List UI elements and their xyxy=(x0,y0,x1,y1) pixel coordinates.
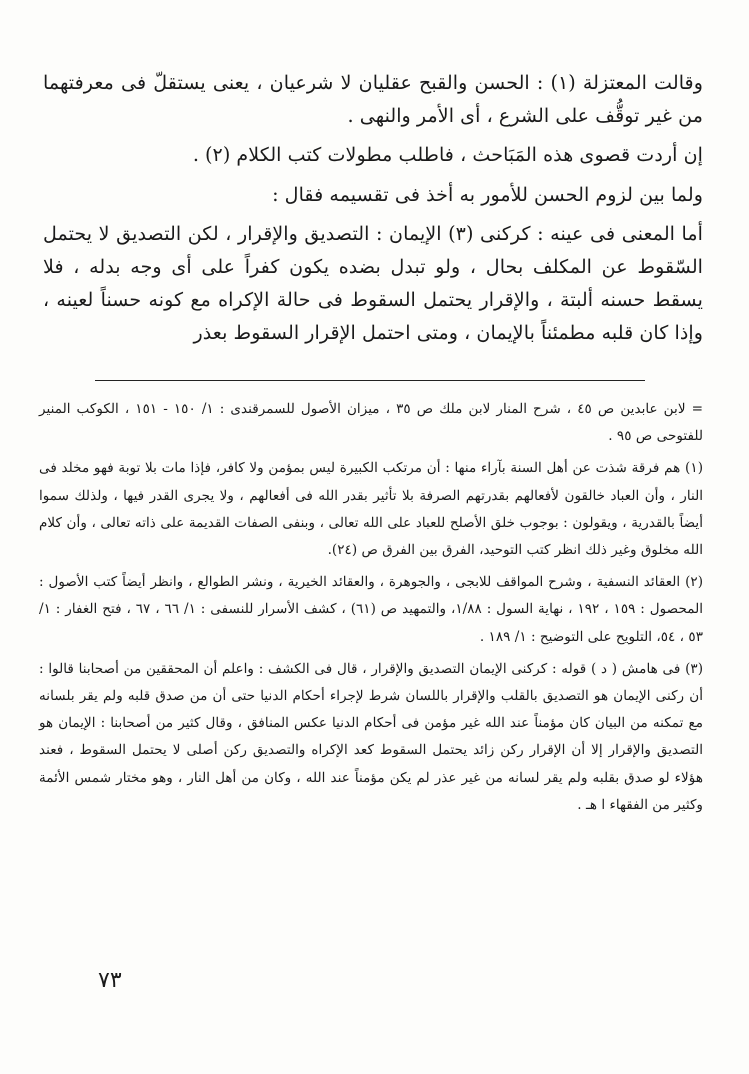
footnote-2: (٢) العقائد النسفية ، وشرح المواقف للابجى ، والجوهرة ، والعقائد الخيرية ، ونشر الطوالع ، وانظر أيضاً كتب الأصول : المحصول : ١٥٩ ، ١٩٢ ، نهاية السول : ١/٨٨، والتمهيد ص (٦١) ، كشف الأسرار للنسفى : ١/ ٦٦ ، ٦٧ ، فتح الغفار : ١/ ٥٣ ، ٥٤، التلويح على التوضيح : ١/ ١٨٩ . xyxy=(39,574,704,645)
footnote-continued: = لابن عابدين ص ٤٥ ، شرح المنار لابن ملك ص ٣٥ ، ميزان الأصول للسمرقندى : ١/ ١٥٠ - ١٥١ ، الكوكب المنير للفتوحى ص ٩٥ . xyxy=(39,401,703,445)
paragraph-faith-pillars: أما المعنى فى عينه : كركنى (٣) الإيمان : التصديق والإقرار ، لكن التصديق لا يحتمل السّقوط عن المكلف بحال ، ولو تبدل بضده يكون كفراً على أى وجه بدله ، فلا يسقط حسنه ألبتة ، والإقرار يحتمل السقوط فى حالة الإكراه مع كونه حسناً لعينه ، وإذا كان قلبه مطمئناً بالإيمان ، ومتى احتمل الإقرار السقوط بعذر xyxy=(43,221,703,345)
paragraph-further-reading: إن أردت قصوى هذه المَبَاحث ، فاطلب مطولات كتب الكلام (٢) . xyxy=(192,143,703,167)
paragraph-division-intro: ولما بين لزوم الحسن للأمور به أخذ فى تقسيمه فقال : xyxy=(272,182,703,206)
main-text xyxy=(43,66,703,350)
footnote-3: (٣) فى هامش ( د ) قوله : كركنى الإيمان التصديق والإقرار ، قال فى الكشف : واعلم أن المحققين من أصحابنا قالوا : أن ركنى الإيمان هو التصديق بالقلب والإقرار باللسان شرط لإجراء أحكام الدنيا حتى أن من صدق قلبه ولم يقر بلسانه مع تمكنه من البيان كان مؤمناً عند الله غير مؤمن فى أحكام الدنيا عكس المنافق ، وقال كثير من أصحابنا : الإيمان هو التصديق والإقرار إلا أن الإقرار ركن زائد يحتمل السقوط كعد الإكراه والتصديق ركن أصلى لا يحتمل السقوط ، فعند هؤلاء لو صدق بقلبه ولم يقر لسانه من غير عذر لم يكن مؤمناً عند الله ، وكان من أهل النار ، وهو مختار شمس الأئمة وكثير من الفقهاء ا هـ . xyxy=(39,660,703,813)
footnotes xyxy=(39,396,703,819)
page-number: ٧٣ xyxy=(98,968,122,993)
footnote-1: (١) هم فرقة شذت عن أهل السنة بآراء منها : أن مرتكب الكبيرة ليس بمؤمن ولا كافر، فإذا مات بلا توبة فهو مخلد فى النار ، وأن العباد خالقون لأفعالهم بقدرتهم الصرفة بلا تأثير بقدر الله فى أفعالهم ، ولا يجرى القدر فيها ، ولذلك سموا أيضاً بالقدرية ، ويقولون : بوجوب خلق الأصلح للعباد على الله تعالى ، وبنفى الصفات القديمة على ذاته تعالى ، وأن كلام الله مخلوق وغير ذلك انظر كتب التوحيد، الفرق بين الفرق ص (٢٤). xyxy=(39,460,703,559)
paragraph-mutazila: وقالت المعتزلة (١) : الحسن والقبح عقليان لا شرعيان ، يعنى يستقلّ فى معرفتهما من غير توقُّف على الشرع ، أى الأمر والنهى . xyxy=(43,71,703,128)
footnote-divider xyxy=(95,380,645,381)
